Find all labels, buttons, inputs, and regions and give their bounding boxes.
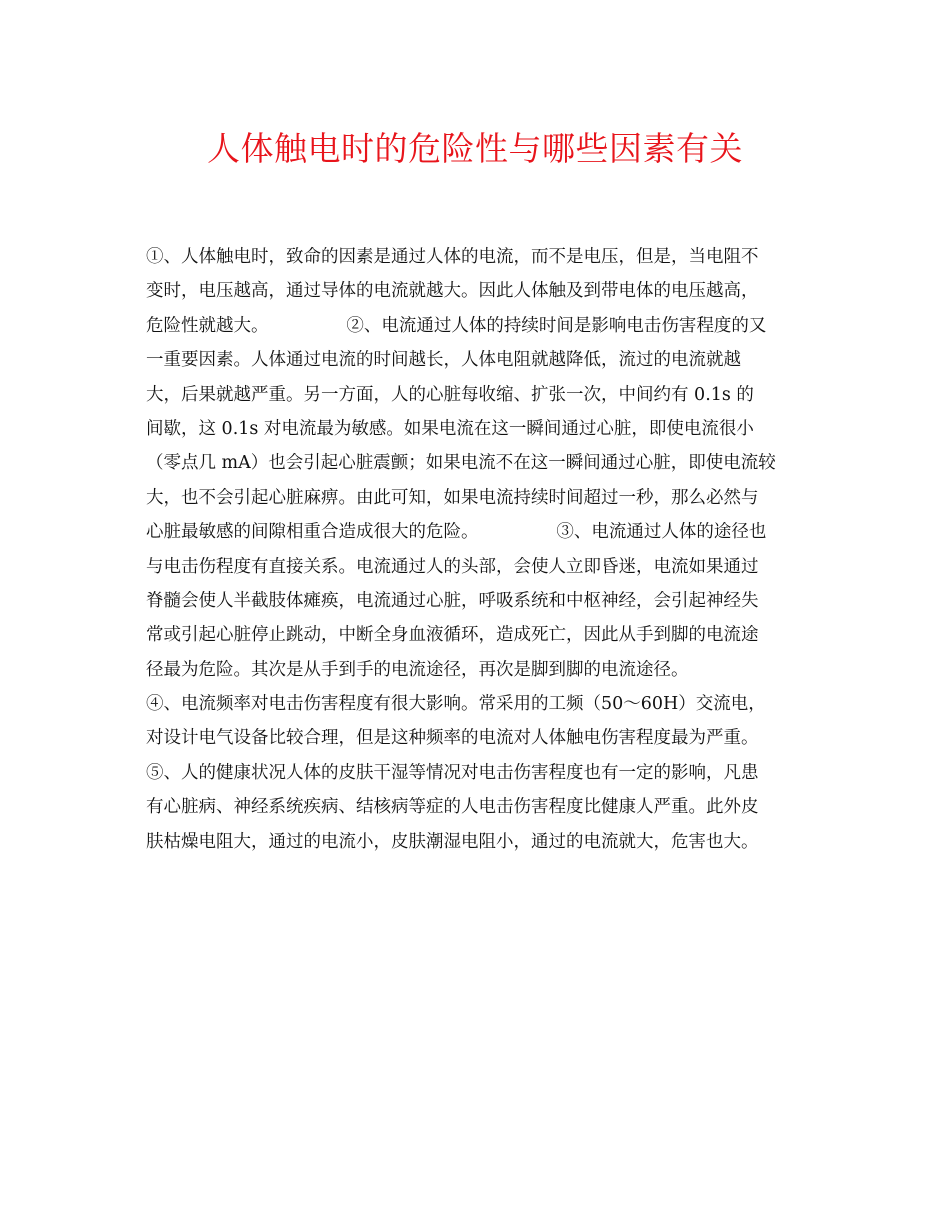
body-line: 间歇，这 0.1s 对电流最为敏感。如果电流在这一瞬间通过心脏，即使电流很小 <box>146 418 754 439</box>
body-line: ⑤、人的健康状况人体的皮肤干湿等情况对电击伤害程度也有一定的影响，凡患 <box>146 762 759 783</box>
body-line: ①、人体触电时，致命的因素是通过人体的电流，而不是电压，但是，当电阻不 <box>146 247 759 267</box>
body-line: （零点几 mA）也会引起心脏震颤；如果电流不在这一瞬间通过心脏，即使电流较 <box>146 453 776 474</box>
body-line: 脊髓会使人半截肢体瘫痪，电流通过心脏，呼吸系统和中枢神经，会引起神经失 <box>146 590 759 611</box>
document-body <box>146 240 804 859</box>
body-line: 危险性就越大。 ②、电流通过人体的持续时间是影响电击伤害程度的又 <box>146 315 767 336</box>
document-title: 人体触电时的危险性与哪些因素有关 <box>207 129 743 168</box>
body-line: 对设计电气设备比较合理，但是这种频率的电流对人体触电伤害程度最为严重。 <box>146 728 759 749</box>
body-line: 大，也不会引起心脏麻痹。由此可知，如果电流持续时间超过一秒，那么必然与 <box>146 487 759 508</box>
body-line: 有心脏病、神经系统疾病、结核病等症的人电击伤害程度比健康人严重。此外皮 <box>146 797 759 818</box>
body-line: 大，后果就越严重。另一方面，人的心脏每收缩、扩张一次，中间约有 0.1s 的 <box>146 384 754 405</box>
body-line: 与电击伤程度有直接关系。电流通过人的头部，会使人立即昏迷，电流如果通过 <box>146 556 759 577</box>
body-line: ④、电流频率对电击伤害程度有很大影响。常采用的工频（50～60H）交流电， <box>146 694 766 715</box>
body-line: 心脏最敏感的间隙相重合造成很大的危险。 ③、电流通过人体的途径也 <box>146 522 767 543</box>
body-line: 径最为危险。其次是从手到手的电流途径，再次是脚到脚的电流途径。 <box>146 659 689 680</box>
body-line: 肤枯燥电阻大，通过的电流小，皮肤潮湿电阻小，通过的电流就大，危害也大。 <box>146 831 759 852</box>
body-line: 一重要因素。人体通过电流的时间越长，人体电阻就越降低，流过的电流就越 <box>146 350 741 371</box>
body-line: 变时，电压越高，通过导体的电流就越大。因此人体触及到带电体的电压越高， <box>146 281 759 302</box>
body-line: 常或引起心脏停止跳动，中断全身血液循环，造成死亡，因此从手到脚的电流途 <box>146 625 759 646</box>
